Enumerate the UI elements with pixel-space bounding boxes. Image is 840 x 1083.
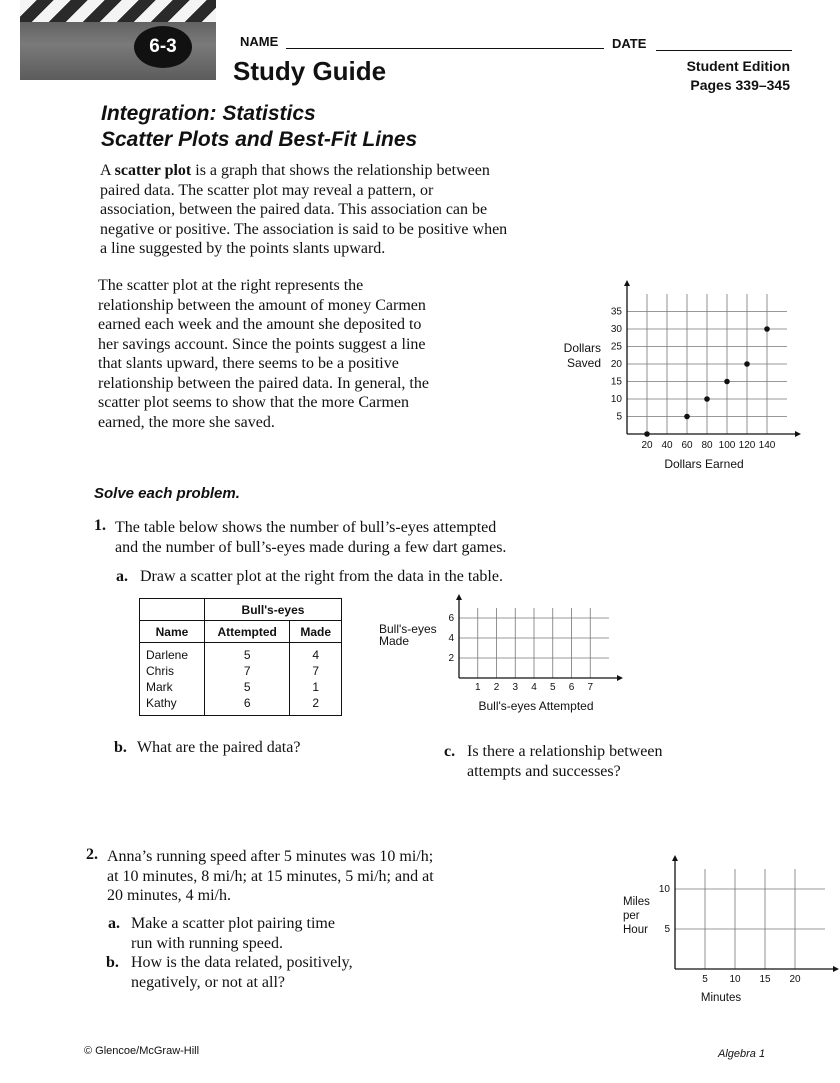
table-cell: Kathy [140, 695, 205, 716]
section-title-line2: Scatter Plots and Best-Fit Lines [101, 128, 418, 151]
question-line: and the number of bull’s-eyes made during a few dart games. [115, 538, 507, 556]
table-col-header: Name [140, 621, 205, 643]
question-2-num: 2. [86, 846, 98, 863]
x-axis-title: Dollars Earned [664, 457, 744, 471]
scatter-plot-term: scatter plot [114, 162, 192, 179]
question-line: Anna’s running speed after 5 minutes was 10 mi/h; [107, 848, 434, 865]
y-tick-label: 35 [610, 306, 622, 318]
x-tick-label: 20 [641, 440, 653, 451]
data-point [724, 379, 730, 385]
table-cell: 7 [290, 663, 342, 679]
y-axis-title: Dollars [563, 341, 601, 355]
y-axis-title: Saved [566, 356, 601, 370]
x-axis-arrow [833, 966, 839, 972]
date-field-line[interactable] [656, 50, 792, 51]
bullseyes-table [139, 598, 342, 716]
header-stripes [20, 0, 216, 22]
table-cell: Mark [140, 679, 205, 695]
data-point [704, 396, 710, 402]
table-corner [140, 599, 205, 621]
part-label: b. [106, 954, 119, 971]
data-point [644, 431, 650, 437]
question-1-text [115, 518, 615, 557]
question-line: Make a scatter plot pairing time [131, 915, 335, 932]
intro-line: that slants upward, there seems to be a positive [98, 355, 399, 372]
y-tick-label: 5 [664, 924, 670, 935]
savings-scatter-plot [550, 276, 800, 476]
data-point [764, 326, 770, 332]
intro-line: negative or positive. The association is said to be positive when [100, 220, 508, 238]
x-tick-label: 120 [738, 440, 756, 451]
question-1-number [94, 516, 106, 536]
part-label: c. [444, 743, 456, 760]
y-tick-label: 25 [610, 341, 622, 353]
part-1c-text [467, 742, 662, 781]
question-line: 20 minutes, 4 mi/h. [107, 887, 231, 904]
y-tick-label: 5 [616, 411, 622, 423]
table-cell: Chris [140, 663, 205, 679]
x-axis-title: Minutes [700, 992, 742, 1004]
data-point [684, 414, 690, 420]
question-line: How is the data related, positively, [131, 954, 353, 971]
part-label: a. [116, 568, 128, 585]
intro-line: her savings account. Since the points suggest a line [98, 335, 426, 353]
solve-heading: Solve each problem. [94, 485, 240, 502]
y-axis-arrow [672, 855, 678, 861]
part-label: a. [108, 915, 120, 932]
y-axis-arrow [456, 594, 462, 600]
x-tick-label: 6 [568, 682, 575, 693]
y-axis-title: Made [379, 634, 410, 648]
x-tick-label: 2 [493, 682, 500, 693]
x-axis-title: Bull's-eyes Attempted [478, 699, 594, 713]
part-1b-text: What are the paired data? [137, 739, 301, 756]
x-tick-label: 5 [549, 682, 556, 693]
table-group-header: Bull's-eyes [204, 599, 341, 621]
x-tick-label: 80 [701, 440, 713, 451]
question-2-number [86, 845, 98, 865]
x-tick-label: 60 [681, 440, 693, 451]
x-tick-label: 4 [531, 682, 537, 693]
intro-line: relationship between the paired data. In general, the [98, 374, 429, 392]
table-cell: 5 [204, 643, 289, 664]
x-tick-label: 15 [759, 974, 771, 985]
intro-line: earned, the more she saved. [98, 413, 275, 431]
part-2a-label [108, 914, 120, 934]
question-line: The table below shows the number of bull’s-eyes attempted [115, 519, 497, 536]
section-title [101, 101, 417, 153]
running-speed-scatter-grid[interactable] [615, 845, 801, 1010]
table-cell: 5 [204, 679, 289, 695]
y-axis-title: Bull's-eyes [379, 622, 437, 636]
intro-lead: A [100, 162, 115, 179]
table-row [140, 695, 342, 716]
x-tick-label: 100 [718, 440, 736, 451]
part-2a-text [131, 914, 335, 953]
question-line: negatively, or not at all? [131, 973, 286, 991]
y-tick-label: 2 [448, 653, 454, 664]
y-axis-title: Hour [623, 924, 648, 936]
lesson-badge: 6-3 [134, 26, 192, 68]
table-row [140, 643, 342, 664]
y-tick-label: 15 [610, 376, 622, 388]
table-row [140, 663, 342, 679]
y-axis-title: Miles [623, 896, 650, 908]
part-2b-text [131, 953, 353, 992]
table-cell: 4 [290, 643, 342, 664]
intro-line: a line suggested by the points slants upward. [100, 240, 386, 257]
x-tick-label: 3 [512, 682, 519, 693]
intro-line: paired data. The scatter plot may reveal a pattern, or [100, 181, 434, 199]
intro-line: association, between the paired data. This association can be [100, 201, 488, 218]
course-name: Algebra 1 [718, 1048, 766, 1060]
y-axis-title: per [623, 910, 640, 922]
table-row [140, 679, 342, 695]
edition-info [660, 57, 790, 95]
intro-paragraph-1 [100, 161, 610, 259]
table-col-header: Made [290, 621, 342, 643]
x-tick-label: 10 [729, 974, 741, 985]
question-line: run with running speed. [131, 934, 283, 952]
intro-line: relationship between the amount of money Carmen [98, 296, 426, 314]
part-label: b. [114, 739, 127, 756]
copyright: © Glencoe/McGraw-Hill [84, 1045, 200, 1057]
question-line: Is there a relationship between [467, 743, 663, 760]
table-cell: 6 [204, 695, 289, 716]
question-1-num: 1. [94, 517, 106, 534]
part-1c-label [444, 742, 455, 762]
page-title: Study Guide [233, 56, 387, 86]
x-tick-label: 20 [789, 974, 801, 985]
y-tick-label: 10 [658, 884, 670, 895]
x-tick-label: 140 [758, 440, 776, 451]
intro-paragraph-2 [98, 276, 528, 432]
question-2-text [107, 847, 537, 906]
date-label: DATE [612, 36, 647, 51]
y-tick-label: 30 [610, 324, 622, 335]
table-cell: Darlene [140, 643, 205, 664]
data-point [744, 361, 750, 367]
intro-line: earned each week and the amount she deposited to [98, 316, 422, 333]
intro-line: is a graph that shows the relationship between [191, 162, 490, 179]
edition-label: Student Edition [686, 58, 790, 74]
y-axis-arrow [624, 280, 630, 286]
pages-label: Pages 339–345 [690, 77, 790, 93]
y-tick-label: 4 [448, 633, 454, 644]
x-tick-label: 5 [702, 974, 708, 985]
y-tick-label: 10 [610, 394, 622, 405]
section-title-line1: Integration: Statistics [101, 102, 316, 125]
part-1a-label [116, 567, 128, 587]
x-tick-label: 7 [587, 682, 594, 693]
x-tick-label: 1 [474, 682, 481, 693]
part-1b-label [114, 738, 127, 758]
table-cell: 2 [290, 695, 342, 716]
question-line: attempts and successes? [467, 762, 621, 780]
intro-line: The scatter plot at the right represents the [98, 277, 364, 294]
table-col-header: Attempted [204, 621, 289, 643]
x-axis-arrow [617, 675, 623, 681]
x-tick-label: 40 [661, 440, 673, 451]
y-tick-label: 20 [610, 359, 622, 370]
x-axis-arrow [795, 431, 801, 437]
table-cell: 7 [204, 663, 289, 679]
table-cell: 1 [290, 679, 342, 695]
y-tick-label: 6 [448, 613, 454, 624]
name-label: NAME [240, 34, 279, 49]
bullseyes-scatter-grid[interactable] [375, 596, 625, 716]
question-line: at 10 minutes, 8 mi/h; at 15 minutes, 5 mi/h; and at [107, 867, 434, 885]
part-2b-label [106, 953, 119, 973]
part-1a-text: Draw a scatter plot at the right from the data in the table. [140, 568, 503, 585]
intro-line: scatter plot seems to show that the more Carmen [98, 394, 410, 411]
name-field-line[interactable] [286, 48, 604, 49]
